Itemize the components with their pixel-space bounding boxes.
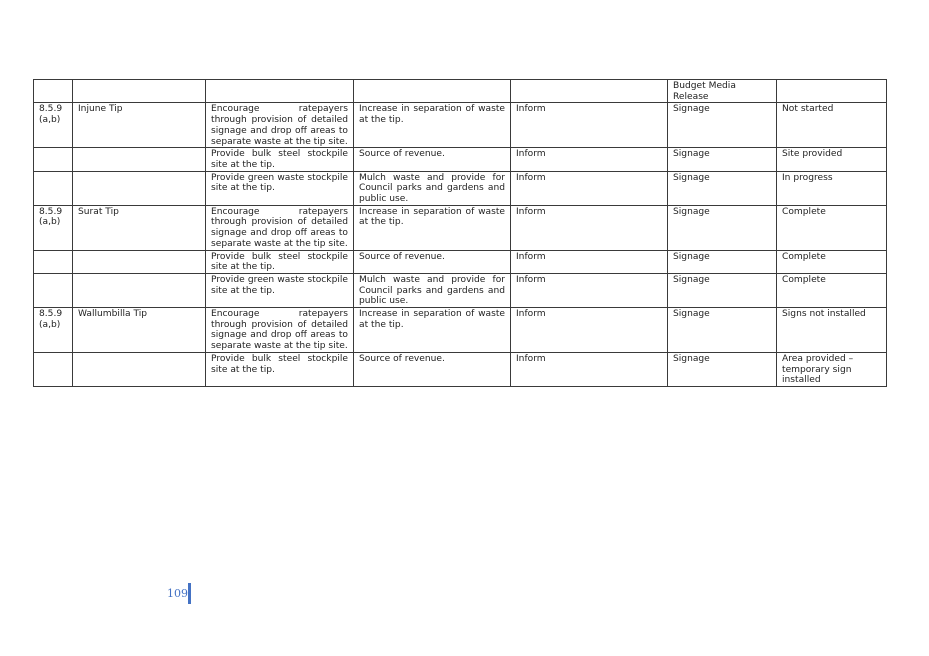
site-cell (73, 171, 206, 205)
tool-cell: Signage (668, 103, 777, 148)
tool-cell: Signage (668, 148, 777, 171)
table-row (34, 352, 887, 386)
method-cell: Inform (511, 205, 668, 250)
site-cell (73, 273, 206, 307)
action-cell: Provide green waste stockpile site at the tip. (206, 273, 354, 307)
table-row (34, 273, 887, 307)
table-row (34, 205, 887, 250)
table-row (34, 171, 887, 205)
method-cell: Inform (511, 148, 668, 171)
action-cell: Provide bulk steel stockpile site at the tip. (206, 352, 354, 386)
outcome-cell: Increase in separation of waste at the tip. (354, 205, 511, 250)
tool-cell: Signage (668, 250, 777, 273)
site-cell: Surat Tip (73, 205, 206, 250)
outcome-cell: Source of revenue. (354, 250, 511, 273)
method-cell: Inform (511, 273, 668, 307)
table-row (34, 103, 887, 148)
status-cell: Not started (777, 103, 887, 148)
status-cell: Site provided (777, 148, 887, 171)
ref-cell (34, 80, 73, 103)
outcome-cell: Source of revenue. (354, 352, 511, 386)
outcome-cell (354, 80, 511, 103)
ref-cell (34, 352, 73, 386)
status-cell (777, 80, 887, 103)
status-cell: Area provided – temporary sign installed (777, 352, 887, 386)
site-cell: Wallumbilla Tip (73, 308, 206, 353)
status-cell: Complete (777, 273, 887, 307)
site-cell (73, 250, 206, 273)
ref-cell (34, 148, 73, 171)
table-row (34, 250, 887, 273)
method-cell (511, 80, 668, 103)
tool-cell: Signage (668, 308, 777, 353)
method-cell: Inform (511, 308, 668, 353)
site-cell (73, 352, 206, 386)
action-cell: Encourage ratepayers through provision of detailed signage and drop off areas to separate waste at the tip site. (206, 205, 354, 250)
tool-cell: Signage (668, 273, 777, 307)
tool-cell: Signage (668, 352, 777, 386)
outcome-cell: Mulch waste and provide for Council parks and gardens and public use. (354, 273, 511, 307)
page-number: 109 (167, 587, 188, 600)
ref-cell (34, 273, 73, 307)
action-cell (206, 80, 354, 103)
tool-cell: Signage (668, 205, 777, 250)
method-cell: Inform (511, 171, 668, 205)
method-cell: Inform (511, 250, 668, 273)
page-number-bar (188, 583, 191, 604)
site-cell (73, 148, 206, 171)
ref-cell: 8.5.9 (a,b) (34, 308, 73, 353)
ref-cell (34, 250, 73, 273)
site-cell (73, 80, 206, 103)
action-cell: Encourage ratepayers through provision of detailed signage and drop off areas to separate waste at the tip site. (206, 308, 354, 353)
table-row (34, 80, 887, 103)
action-cell: Provide bulk steel stockpile site at the tip. (206, 250, 354, 273)
status-cell: Complete (777, 205, 887, 250)
method-cell: Inform (511, 103, 668, 148)
tool-cell: Signage (668, 171, 777, 205)
status-cell: Complete (777, 250, 887, 273)
outcome-cell: Source of revenue. (354, 148, 511, 171)
ref-cell (34, 171, 73, 205)
outcome-cell: Increase in separation of waste at the tip. (354, 308, 511, 353)
status-cell: Signs not installed (777, 308, 887, 353)
site-cell: Injune Tip (73, 103, 206, 148)
action-cell: Provide green waste stockpile site at the tip. (206, 171, 354, 205)
method-cell: Inform (511, 352, 668, 386)
outcome-cell: Mulch waste and provide for Council parks and gardens and public use. (354, 171, 511, 205)
table-row (34, 308, 887, 353)
table-row (34, 148, 887, 171)
action-cell: Encourage ratepayers through provision of detailed signage and drop off areas to separate waste at the tip site. (206, 103, 354, 148)
action-cell: Provide bulk steel stockpile site at the tip. (206, 148, 354, 171)
status-cell: In progress (777, 171, 887, 205)
action-plan-table (33, 79, 887, 387)
ref-cell: 8.5.9 (a,b) (34, 205, 73, 250)
outcome-cell: Increase in separation of waste at the tip. (354, 103, 511, 148)
ref-cell: 8.5.9 (a,b) (34, 103, 73, 148)
tool-cell: Budget Media Release (668, 80, 777, 103)
